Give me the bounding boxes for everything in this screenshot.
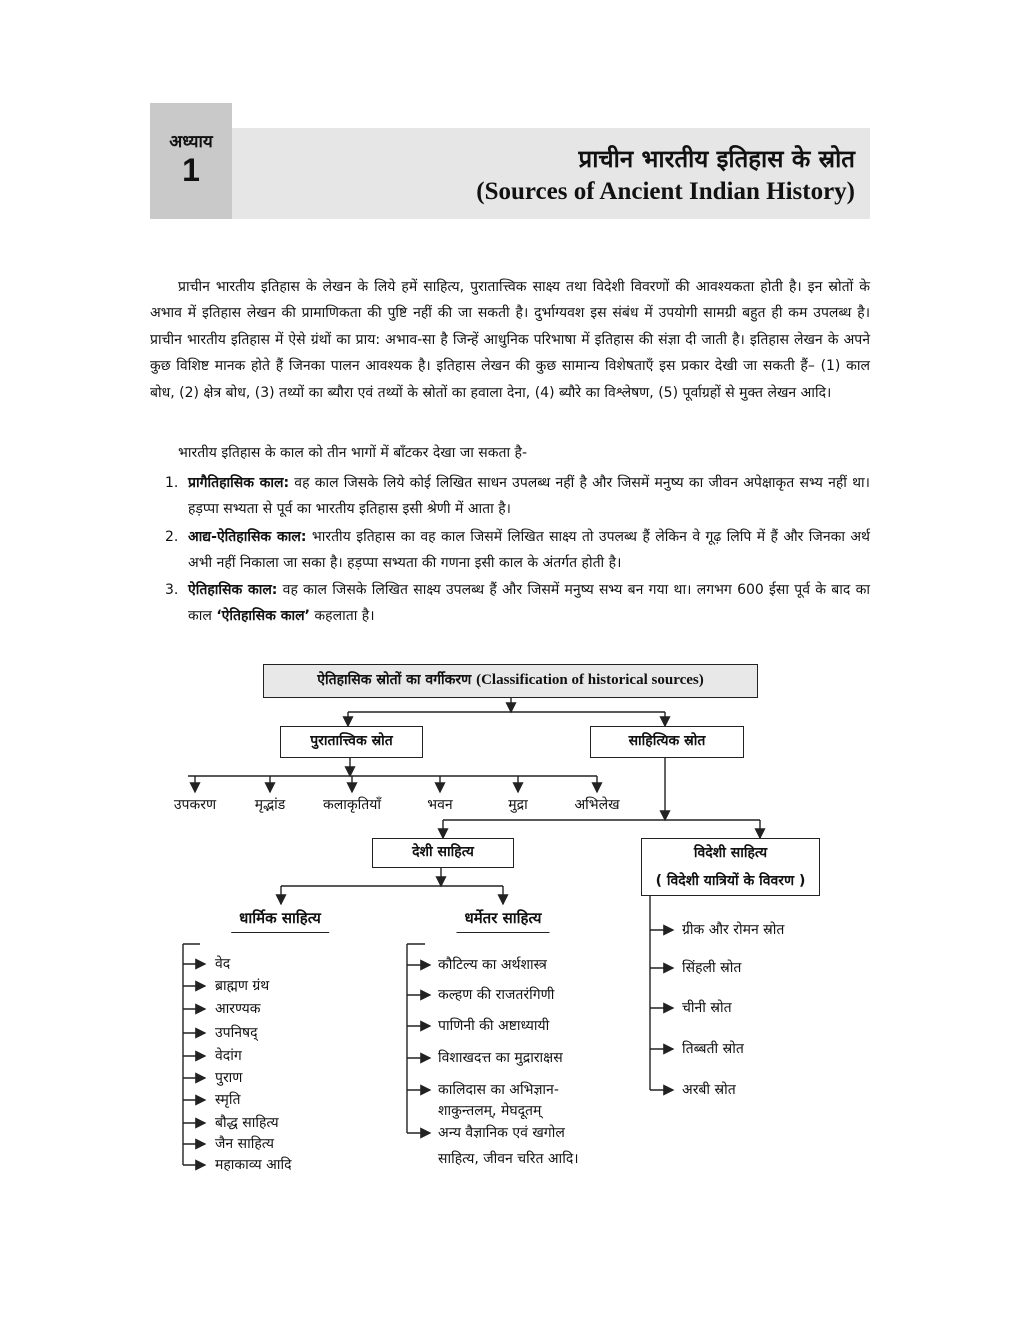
item-number: 1. <box>165 475 179 491</box>
title-hindi: प्राचीन भारतीय इतिहास के स्रोत <box>578 145 855 173</box>
period-text: वह काल जिसके लिखित साक्ष्य उपलब्ध हैं और जिसमें मनुष्य सभ्य बन गया था। लगभग 600 ईसा पूर्व के बाद का काल <box>188 582 870 625</box>
religious-item: बौद्ध साहित्य <box>215 1115 279 1131</box>
period-text: वह काल जिसके लिये कोई लिखित साधन उपलब्ध नहीं है और जिसमें मनुष्य का जीवन अपेक्षाकृत सभ्य नहीं था। हड़प्पा सभ्यता से पूर्व का भारतीय इतिहास इसी श्रेणी में आता है। <box>188 475 870 518</box>
foreign-item: ग्रीक और रोमन स्रोत <box>682 922 785 938</box>
item-number: 2. <box>165 529 179 545</box>
foreign-title: विदेशी साहित्य <box>693 845 768 861</box>
title-english: (Sources of Ancient Indian History) <box>476 178 855 205</box>
religious-item: पुराण <box>215 1070 243 1086</box>
foreign-item: तिब्बती स्रोत <box>682 1041 744 1057</box>
secular-item: कल्हण की राजतरंगिणी <box>438 987 555 1003</box>
archaeological-item: मुद्रा <box>508 797 528 813</box>
foreign-subtitle: ( विदेशी यात्रियों के विवरण ) <box>655 873 806 889</box>
secular-item: अन्य वैज्ञानिक एवं खगोल <box>438 1125 565 1141</box>
intro-paragraph: प्राचीन भारतीय इतिहास के लेखन के लिये हमें साहित्य, पुरातात्त्विक साक्ष्य तथा विदेशी विवरणों की आवश्यकता होती है। इन स्रोतों के अभाव में इतिहास लेखन की प्रामाणिकता की पुष्टि नहीं की जा सकती है। दुर्भाग्यवश इस संबंध में उपयोगी सामग्री बहुत ही कम उपलब्ध है। प्राचीन भारतीय इतिहास में ऐसे ग्रंथों का प्राय: अभाव-सा है जिन्हें आधुनिक परिभाषा में इतिहास की संज्ञा दी जाती है। इतिहास लेखन के अपने कुछ विशिष्ट मानक होते हैं जिनका पालन आवश्यक है। इतिहास लेखन की कुछ सामान्य विशेषताएँ इस प्रकार देखी जा सकती हैं– (1) काल बोध, (2) क्षेत्र बोध, (3) तथ्यों का ब्यौरा एवं तथ्यों के स्रोतों का हवाला देना, (4) ब्यौरे का विश्लेषण, (5) पूर्वाग्रहों से मुक्त लेखन आदि। <box>150 279 870 401</box>
domestic-box: देशी साहित्य <box>372 838 514 868</box>
religious-item: ब्राह्मण ग्रंथ <box>215 978 270 994</box>
period-term: आद्य-ऐतिहासिक काल: <box>188 529 307 545</box>
religious-item: स्मृति <box>215 1092 241 1108</box>
foreign-item: अरबी स्रोत <box>682 1082 736 1098</box>
archaeological-item: कलाकृतियाँ <box>323 797 381 813</box>
secular-item: कालिदास का अभिज्ञान- <box>438 1082 559 1098</box>
religious-item: आरण्यक <box>215 1001 261 1017</box>
period-text: कहलाता है। <box>309 608 375 625</box>
root-english: (Classification of historical sources) <box>476 672 704 688</box>
religious-item: जैन साहित्य <box>215 1136 274 1152</box>
religious-item: महाकाव्य आदि <box>215 1157 292 1173</box>
archaeological-item: भवन <box>427 797 453 813</box>
foreign-item: चीनी स्रोत <box>682 1000 732 1016</box>
religious-item: वेद <box>215 956 231 972</box>
periods-intro: भारतीय इतिहास के काल को तीन भागों में बाँटकर देखा जा सकता है- <box>178 445 528 461</box>
foreign-box <box>641 838 820 896</box>
secular-item: शाकुन्तलम्, मेघदूतम् <box>438 1103 542 1119</box>
period-term: ऐतिहासिक काल: <box>188 582 278 598</box>
religious-item: वेदांग <box>215 1048 242 1064</box>
religious-heading: धार्मिक साहित्य <box>231 908 329 933</box>
literary-box: साहित्यिक स्रोत <box>590 726 744 758</box>
religious-item: उपनिषद् <box>215 1025 258 1041</box>
secular-item: साहित्य, जीवन चरित आदि। <box>438 1151 579 1167</box>
secular-item: कौटिल्य का अर्थशास्त्र <box>438 957 547 973</box>
foreign-item: सिंहली स्रोत <box>682 960 742 976</box>
root-hindi: ऐतिहासिक स्रोतों का वर्गीकरण <box>317 672 472 688</box>
period-text: भारतीय इतिहास का वह काल जिसमें लिखित साक्ष्य तो उपलब्ध हैं लेकिन वे गूढ़ लिपि में हैं और जिनका अर्थ अभी नहीं निकाला जा सका है। हड़प्पा सभ्यता की गणना इसी काल के अंतर्गत होती है। <box>188 529 871 572</box>
period-term: प्रागैतिहासिक काल: <box>188 475 290 491</box>
archaeological-item: अभिलेख <box>574 797 620 813</box>
item-number: 3. <box>165 582 179 598</box>
period-quote-term: ‘ऐतिहासिक काल’ <box>216 608 310 625</box>
archaeological-box: पुरातात्त्विक स्रोत <box>280 726 423 758</box>
secular-heading: धर्मेतर साहित्य <box>456 908 549 933</box>
chapter-word: अध्याय <box>169 132 213 152</box>
archaeological-item: उपकरण <box>173 797 217 813</box>
secular-item: विशाखदत्त का मुद्राराक्षस <box>438 1050 563 1066</box>
archaeological-item: मृद्भांड <box>254 797 286 813</box>
root-box <box>263 664 758 698</box>
chapter-number: 1 <box>182 152 200 188</box>
secular-item: पाणिनी की अष्टाध्यायी <box>438 1018 550 1034</box>
